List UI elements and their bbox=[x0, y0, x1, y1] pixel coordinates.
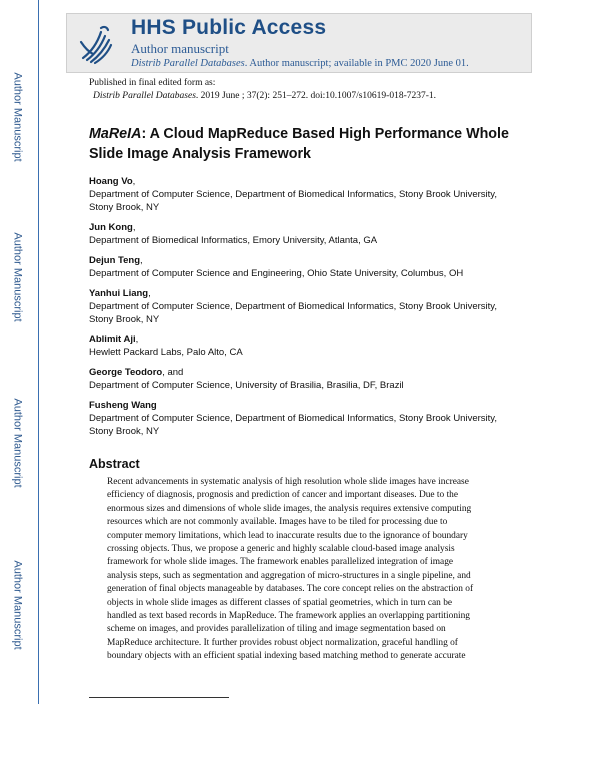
footnote-divider bbox=[89, 697, 229, 698]
hhs-eagle-logo-icon bbox=[71, 18, 121, 68]
author-entry: Hoang Vo, Department of Computer Science, Department of Biomedical Informatics, Stony Brook University, Stony Brook, NY bbox=[89, 176, 497, 213]
side-label-1: Author Manuscript bbox=[12, 72, 25, 162]
author-entry: Ablimit Aji, Hewlett Packard Labs, Palo Alto, CA bbox=[89, 334, 243, 358]
author-entry: Fusheng Wang Department of Computer Science, Department of Biomedical Informatics, Stony Brook University, Stony Brook, NY bbox=[89, 400, 497, 437]
abstract-body: Recent advancements in systematic analysis of high resolution whole slide images have increase efficiency of diagnosis, prognosis and prediction of cancer and important diseases. Due to the enormous sizes and dimensions of whole slide images, the analysis requires extensive computing resources which are not commonly available. Images have to be tiled for processing due to computer memory limitations, which lead to inaccurate results due to the ignorance of boundary crossing objects. Thus, we propose a generic and highly scalable cloud-based image analysis framework for whole slide images. The framework enables parallelized integration of image analysis steps, such as segmentation and aggregation of micro-structures in a single pipeline, and generation of final objects manageable by databases. The core concept relies on the abstraction of objects in whole slide images as different classes of spatial geometries, which in turn can be handled as text based records in MapReduce. The framework applies an overlapping partitioning scheme on images, and provides parallelization of tiling and image segmentation based on MapReduce architecture. It further provides robust object normalization, graceful handling of boundary objects with an efficient spatial indexing based matching method to generate accurate bbox=[107, 477, 474, 662]
author-entry: Dejun Teng, Department of Computer Science and Engineering, Ohio State University, Columbus, OH bbox=[89, 255, 464, 279]
side-label-3: Author Manuscript bbox=[12, 398, 25, 488]
publication-info: Published in final edited form as: Distrib Parallel Databases. 2019 June ; 37(2): 251–272. doi:10.1007/s10619-018-7237-1. bbox=[89, 78, 437, 101]
hhs-header bbox=[66, 13, 532, 73]
left-margin-rule bbox=[38, 0, 39, 704]
author-list bbox=[89, 175, 529, 445]
side-label-4: Author Manuscript bbox=[12, 560, 25, 650]
author-entry: Jun Kong, Department of Biomedical Informatics, Emory University, Atlanta, GA bbox=[89, 222, 378, 246]
author-entry: George Teodoro, and Department of Computer Science, University of Brasilia, Brasilia, DF, Brazil bbox=[89, 367, 404, 391]
side-label-2: Author Manuscript bbox=[12, 232, 25, 322]
hhs-title: HHS Public Access bbox=[131, 16, 327, 39]
author-entry: Yanhui Liang, Department of Computer Science, Department of Biomedical Informatics, Stony Brook University, Stony Brook, NY bbox=[89, 288, 497, 325]
abstract-heading: Abstract bbox=[89, 457, 140, 471]
paper-title: MaReIA: A Cloud MapReduce Based High Performance Whole Slide Image Analysis Framework bbox=[89, 126, 509, 162]
author-manuscript-label: Author manuscript bbox=[131, 41, 229, 56]
journal-availability: Distrib Parallel Databases. Author manuscript; available in PMC 2020 June 01. bbox=[131, 58, 469, 69]
